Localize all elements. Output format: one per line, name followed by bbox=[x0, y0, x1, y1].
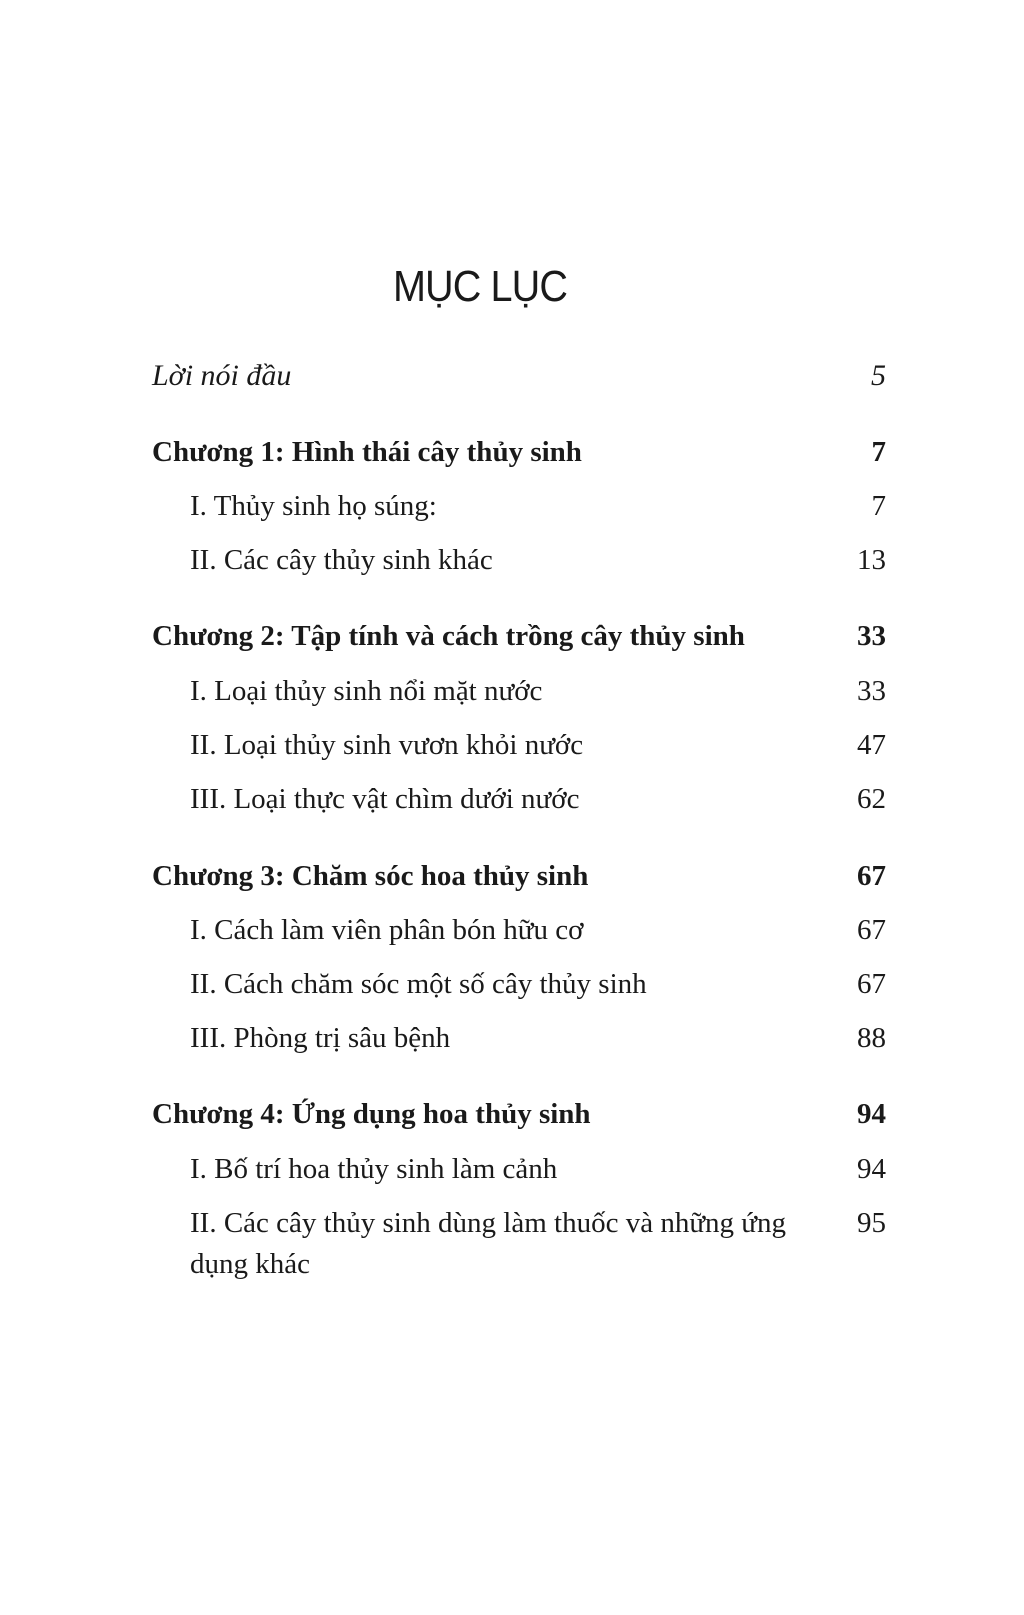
toc-chapter-label: Chương 1: Hình thái cây thủy sinh bbox=[152, 436, 582, 468]
toc-section-label: II. Các cây thủy sinh khác bbox=[190, 544, 493, 576]
toc-section-label: I. Bố trí hoa thủy sinh làm cảnh bbox=[190, 1153, 558, 1185]
toc-page-number: 95 bbox=[857, 1207, 886, 1239]
toc-chapter-4[interactable] bbox=[152, 1094, 886, 1135]
toc-section[interactable] bbox=[190, 1149, 886, 1190]
page-title: MỤC LỤC bbox=[392, 262, 568, 311]
toc-page-number: 94 bbox=[857, 1098, 886, 1130]
toc-chapter-label: Chương 3: Chăm sóc hoa thủy sinh bbox=[152, 860, 589, 892]
toc-section-label: II. Các cây thủy sinh dùng làm thuốc và những ứng dụng khác bbox=[190, 1207, 787, 1280]
toc-section[interactable] bbox=[190, 1018, 886, 1059]
toc-page-number: 62 bbox=[857, 783, 886, 815]
toc-page-number: 7 bbox=[871, 436, 886, 468]
toc-section[interactable] bbox=[190, 964, 886, 1005]
toc-chapter-label: Chương 4: Ứng dụng hoa thủy sinh bbox=[152, 1098, 591, 1130]
toc-section-label: II. Cách chăm sóc một số cây thủy sinh bbox=[190, 968, 647, 1000]
toc-chapter-label: Chương 2: Tập tính và cách trồng cây thủy sinh bbox=[152, 620, 745, 652]
toc-chapter-2[interactable] bbox=[152, 616, 886, 657]
toc-page-number: 7 bbox=[871, 490, 886, 522]
toc-page-number: 5 bbox=[871, 359, 886, 392]
toc-page-number: 94 bbox=[857, 1153, 886, 1185]
toc-entry-preface[interactable] bbox=[152, 355, 886, 396]
toc-chapter-3[interactable] bbox=[152, 856, 886, 897]
toc-entry-label: Lời nói đầu bbox=[152, 359, 292, 392]
toc-section[interactable] bbox=[190, 671, 886, 712]
toc-page-number: 67 bbox=[857, 968, 886, 1000]
toc-page-number: 33 bbox=[857, 675, 886, 707]
toc-page-number: 47 bbox=[857, 729, 886, 761]
toc-section[interactable] bbox=[190, 486, 886, 527]
toc-page-number: 88 bbox=[857, 1022, 886, 1054]
toc-section[interactable] bbox=[190, 725, 886, 766]
toc-page-number: 33 bbox=[857, 620, 886, 652]
toc-section[interactable] bbox=[190, 540, 886, 581]
toc-section-label: II. Loại thủy sinh vươn khỏi nước bbox=[190, 729, 584, 761]
toc-section[interactable] bbox=[190, 910, 886, 951]
toc-section-label: III. Phòng trị sâu bệnh bbox=[190, 1022, 451, 1054]
toc-page-number: 13 bbox=[857, 544, 886, 576]
toc-section-label: I. Thủy sinh họ súng: bbox=[190, 490, 437, 522]
toc-section[interactable] bbox=[190, 779, 886, 820]
toc-chapter-1[interactable] bbox=[152, 432, 886, 473]
toc-page-number: 67 bbox=[857, 914, 886, 946]
toc-section-label: I. Loại thủy sinh nổi mặt nước bbox=[190, 675, 543, 707]
toc-section-label: III. Loại thực vật chìm dưới nước bbox=[190, 783, 580, 815]
toc-page-number: 67 bbox=[857, 860, 886, 892]
toc-section-label: I. Cách làm viên phân bón hữu cơ bbox=[190, 914, 584, 946]
toc-section[interactable] bbox=[190, 1203, 886, 1285]
